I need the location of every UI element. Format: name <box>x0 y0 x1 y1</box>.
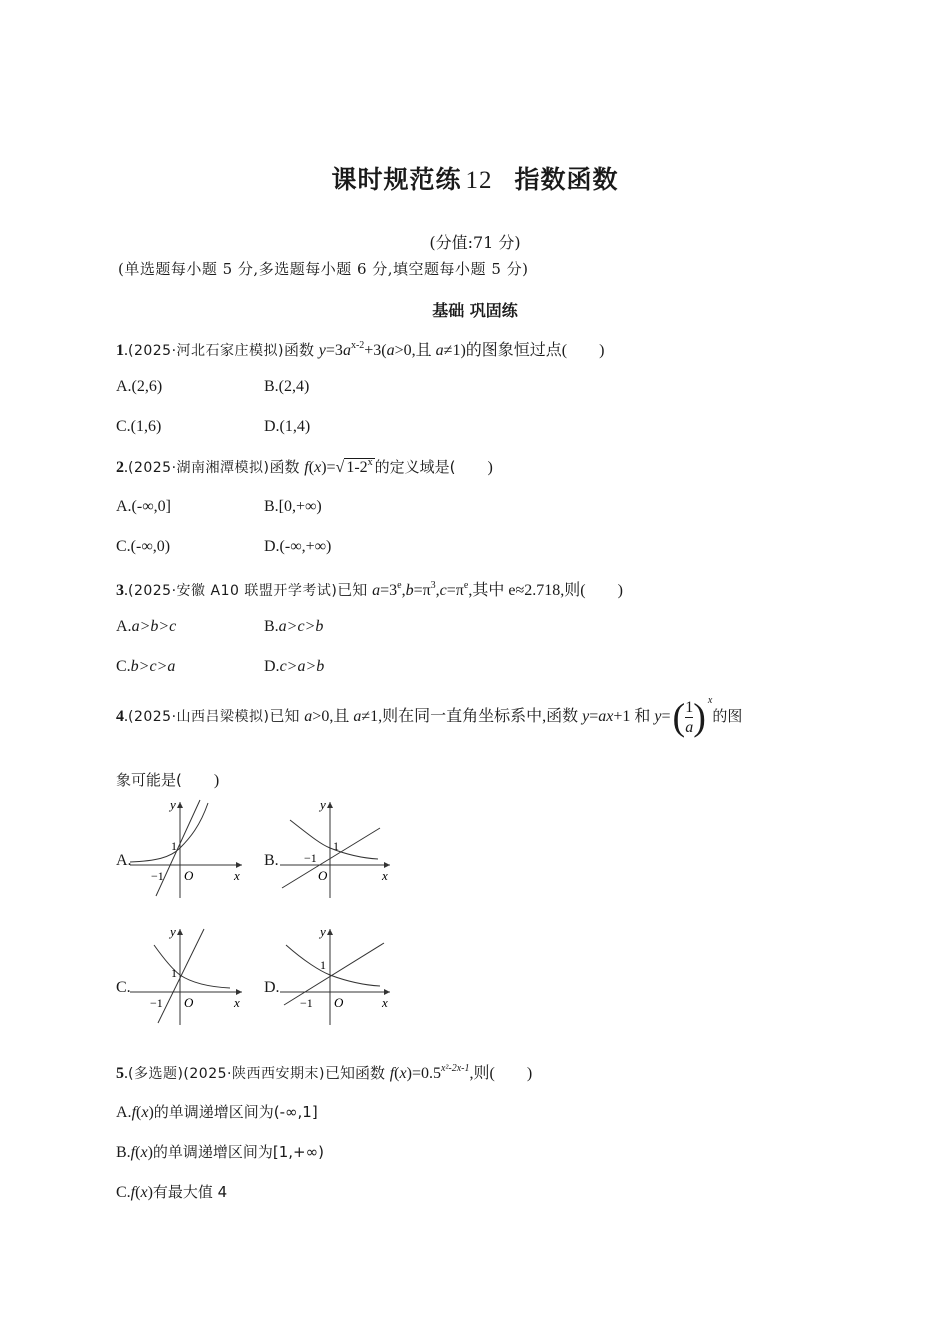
origin-label: O <box>318 868 328 883</box>
tick-label-1: 1 <box>320 958 326 972</box>
q2-option-a[interactable]: A.(-∞,0] <box>116 498 171 515</box>
exp-curve <box>286 945 380 986</box>
axis-label-x: x <box>382 868 388 883</box>
question-4: 4.(2025·山西吕梁模拟)已知 a>0,且 a≠1,则在同一直角坐标系中,函数 y=ax+1 和 y=( $\frac{1}{a}$ ) $^x$的图 <box>116 695 743 739</box>
y-axis-arrow <box>177 802 183 808</box>
question-2: 2.(2025·湖南湘潭模拟)函数 f(x)=√ 1-2$^x$ 的定义域是( ) <box>116 457 493 476</box>
q4-option-d-label[interactable]: D. <box>264 979 280 996</box>
q3-option-b[interactable]: B.a>c>b <box>264 618 324 635</box>
tick-label-neg1: −1 <box>304 851 317 865</box>
q5-option-a[interactable]: A.f(x)的单调递增区间为(-∞,1] <box>116 1103 318 1121</box>
exp-curve <box>154 945 230 988</box>
page-title: 课时规范练 12 指数函数 <box>331 165 619 194</box>
origin-label: O <box>184 995 194 1010</box>
q3-option-a[interactable]: A.a>b>c <box>116 618 177 635</box>
axis-label-x: x <box>234 995 240 1010</box>
question-5: 5.(多选题)(2025·陕西西安期末)已知函数 $f(x)=0.5^{x^2-2x-1}$,则( ) <box>116 1063 533 1082</box>
q1-option-a[interactable]: A.(2,6) <box>116 378 163 395</box>
q1-option-c[interactable]: C.(1,6) <box>116 418 162 435</box>
y-axis-arrow <box>327 929 333 935</box>
q1-option-b[interactable]: B.(2,4) <box>264 378 310 395</box>
q5-option-c[interactable]: C.f(x)有最大值 4 <box>116 1183 228 1201</box>
fraction-one-over-a: ( $\frac{1}{a}$ ) <box>672 696 706 739</box>
tick-label-neg1: −1 <box>300 996 313 1010</box>
score-note: (分值:71 分) <box>429 233 521 252</box>
question-1: 1.(2025·河北石家庄模拟)函数 $y=3a^{x-2}+3(a>0$,且 a≠1)的图象恒过点( ) <box>116 340 605 359</box>
section-heading: 基础 巩固练 <box>432 301 518 320</box>
axis-label-y: y <box>170 925 176 939</box>
tick-label-1: 1 <box>333 839 339 853</box>
graph-b[interactable] <box>280 798 395 898</box>
tick-label-1: 1 <box>171 966 177 980</box>
q2-option-b[interactable]: B.[0,+∞) <box>264 498 322 515</box>
q2-option-c[interactable]: C.(-∞,0) <box>116 538 171 555</box>
y-axis-arrow <box>327 802 333 808</box>
q1-option-d[interactable]: D.(1,4) <box>264 418 311 435</box>
q2-option-d[interactable]: D.(-∞,+∞) <box>264 538 332 555</box>
title-number: 12 <box>465 167 493 194</box>
question-4-line2: 象可能是( ) <box>116 771 220 789</box>
tick-label-neg1: −1 <box>150 996 163 1010</box>
origin-label: O <box>184 868 194 883</box>
axis-label-y: y <box>320 925 326 939</box>
radical-expression: √ 1-2$^x$ <box>335 457 373 476</box>
q4-option-a-label[interactable]: A. <box>116 852 132 869</box>
axis-label-y: y <box>320 798 326 812</box>
scoring-rules: (单选题每小题 5 分,多选题每小题 6 分,填空题每小题 5 分) <box>118 260 529 278</box>
q3-option-c[interactable]: C.b>c>a <box>116 658 176 675</box>
axis-label-x: x <box>234 868 240 883</box>
tick-label-1: 1 <box>171 839 177 853</box>
question-3: 3.(2025·安徽 A10 联盟开学考试)已知 $a=3^e,b=\pi^3,c=\pi^e$,其中 e≈2.718,则( ) <box>116 580 623 599</box>
axis-label-y: y <box>170 798 176 812</box>
line-y-ax-plus-1 <box>158 929 204 1023</box>
q4-option-c-label[interactable]: C. <box>116 979 131 996</box>
graph-d[interactable] <box>280 925 395 1025</box>
q4-option-b-label[interactable]: B. <box>264 852 279 869</box>
q3-option-d[interactable]: D.c>a>b <box>264 658 325 675</box>
q5-option-b[interactable]: B.f(x)的单调递增区间为[1,+∞) <box>116 1143 324 1161</box>
axis-label-x: x <box>382 995 388 1010</box>
graph-a[interactable] <box>130 798 245 898</box>
graph-c[interactable] <box>130 925 245 1025</box>
tick-label-neg1: −1 <box>151 869 164 883</box>
exp-curve <box>130 803 208 862</box>
y-axis-arrow <box>177 929 183 935</box>
origin-label: O <box>334 995 344 1010</box>
